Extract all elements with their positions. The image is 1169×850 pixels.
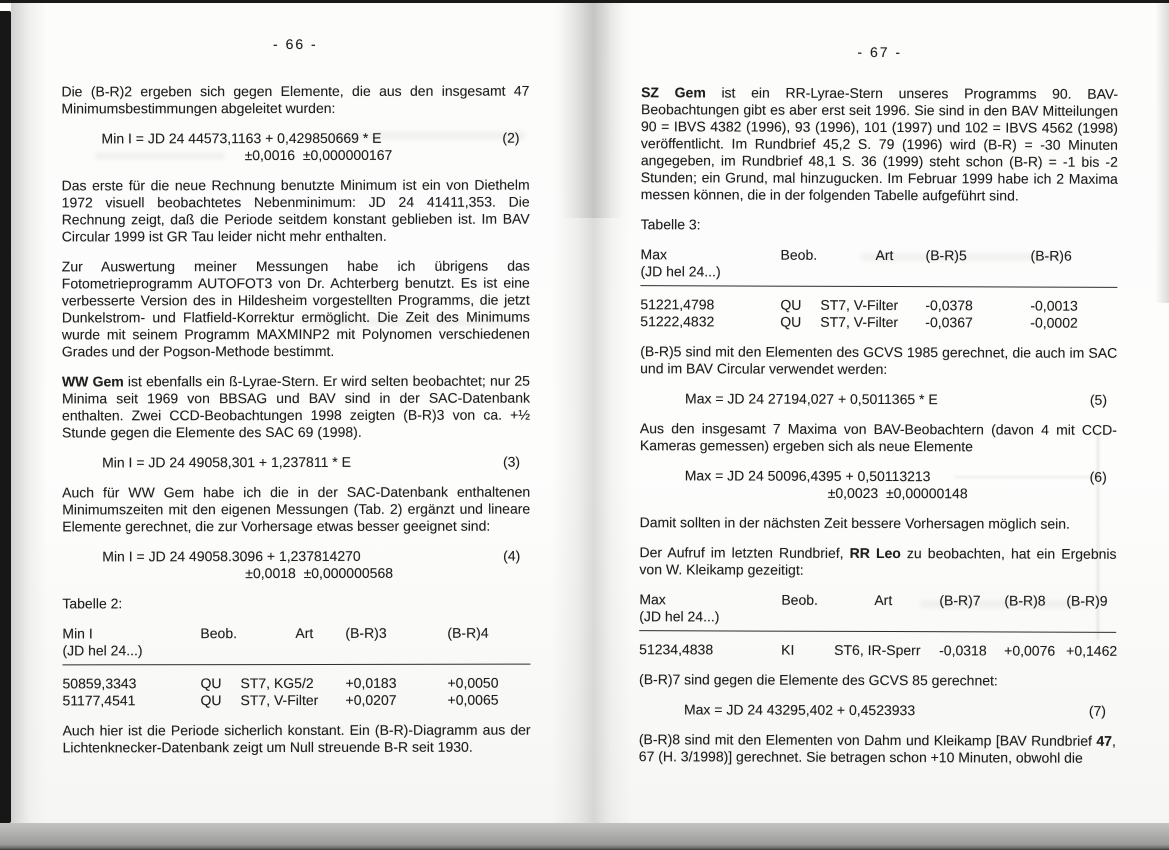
table-2-row	[63, 692, 531, 710]
equation-5-number: (5)	[1089, 391, 1108, 408]
table-cell: 51222,4832	[640, 313, 715, 330]
table-rr-leo-col-header: (B-R)7	[939, 592, 981, 609]
equation-3-number: (3)	[502, 453, 521, 470]
table-cell: ST6, IR-Sperr	[834, 641, 921, 659]
paragraph-periode-konstant: Auch hier ist die Periode sicherlich konstant. Ein (B-R)-Diagramm aus der Lichtenknecker-Datenbank zeigt um Null streuende B-R seit 1930.	[62, 721, 531, 756]
table-cell: QU	[200, 675, 222, 692]
equation-6-errors: ±0,0023 ±0,00000148	[827, 484, 968, 502]
paragraph-rr-leo: Der Aufruf im letzten Rundbrief, RR Leo zu beobachten, hat ein Ergebnis von W. Kleikamp gezeitigt:	[639, 544, 1117, 578]
table-2-header-row2	[62, 642, 530, 660]
table-3-header-row	[641, 246, 1118, 265]
equation-2-errors: ±0,0016 ±0,000000167	[244, 146, 393, 164]
equation-3-formula-line	[62, 454, 530, 472]
table-cell: QU	[780, 313, 802, 330]
table-cell: 51177,4541	[62, 692, 136, 709]
page-67	[639, 43, 1119, 780]
paragraph-br7-gcvs85: (B-R)7 sind gegen die Elemente des GCVS 85 gerechnet:	[639, 671, 998, 689]
table-rr-leo-col-header: Max	[639, 591, 666, 608]
page-edge-shadow-right	[1153, 3, 1169, 303]
table-3-row	[640, 296, 1117, 315]
table-3-row	[640, 313, 1117, 332]
table-3-col-header: Beob.	[780, 246, 818, 263]
table-cell: -0,0013	[1030, 297, 1078, 314]
paragraph-sz-gem: SZ Gem ist ein RR-Lyrae-Stern unseres Programms 90. BAV-Beobachtungen gibt es aber erst seit 1996. Sie sind in den BAV Mitteilungen 90 = IBVS 4382 (1996), 93 (1996), 101 (1997) und 102 = IBVS 4562 (1998) veröffentlicht. Im Rundbrief 45,2 S. 79 (1996) wird (B-R) = -30 Minuten angegeben, im Rundbrief 48,1 S. 36 (1999) steht schon (B-R) = -1 bis -2 Stunden; ein Grund, mal hinzugucken. Im Februar 1999 habe ich 2 Maxima messen können, die in der folgenden Tabelle aufgeführt sind.	[640, 84, 1119, 204]
table-cell: 50859,3343	[62, 675, 137, 692]
table-2-col-header: (B-R)3	[345, 624, 387, 641]
table-2-rule	[62, 664, 530, 666]
equation-6-number: (6)	[1089, 468, 1107, 485]
table-rr-leo-row	[639, 641, 1116, 660]
table-2-label: Tabelle 2:	[62, 595, 123, 612]
equation-2-formula-line	[62, 130, 530, 148]
table-rr-leo-col-header: Beob.	[781, 591, 818, 608]
table-rr-leo-header-row2	[639, 608, 1116, 627]
table-cell: ST7, KG5/2	[240, 674, 314, 692]
table-3-col-header: Art	[875, 246, 894, 264]
table-cell: QU	[780, 296, 802, 313]
paragraph-autofot3: Zur Auswertung meiner Messungen habe ich übrigens das Fotometrieprogramm AUTOFOT3 von Dr. Achterberg benutzt. Es ist eine verbesserte Version des in Hildesheim vorgestellten Programms, die jetzt Dunkelstrom- und Flatfield-Korrektur ermöglicht. Die Zeit des Minimums wurde mit seinem Programm MAXMINP2 mit Polynomen verschiedenen Grades und der Pogson-Methode bestimmt.	[61, 257, 530, 360]
book-gutter-shadow	[552, 3, 632, 823]
table-cell: ST7, V-Filter	[820, 296, 899, 314]
equation-7	[639, 701, 1116, 720]
equation-5	[640, 390, 1117, 409]
page-edge-shadow-left	[11, 3, 47, 823]
table-2	[62, 625, 530, 710]
equation-4-formula-line	[62, 548, 530, 566]
table-rr-leo-col-header: (JD hel 24...)	[639, 608, 720, 625]
table-cell: +0,1462	[1066, 642, 1118, 659]
table-cell: +0,0207	[345, 691, 397, 708]
table-3-col-header: (B-R)5	[925, 247, 967, 264]
table-2-col-header: Beob.	[200, 625, 238, 642]
table-3-col-header: (JD hel 24...)	[640, 263, 721, 280]
page-number-67: - 67 -	[857, 43, 903, 61]
table-2-col-header: (B-R)4	[447, 624, 489, 641]
equation-7-formula: Max = JD 24 43295,402 + 0,4523933	[683, 701, 916, 719]
equation-2-number: (2)	[502, 129, 520, 146]
equation-5-formula-line	[640, 390, 1117, 409]
table-3-col-header: Max	[640, 246, 668, 263]
paragraph-sac-datenbank: Auch für WW Gem habe ich die in der SAC-Datenbank enthaltenen Minimumszeiten mit den eigenen Messungen (Tab. 2) ergänzt und lineare Elemente gerechnet, die zur Vorhersage etwas besser geeignet sind:	[62, 483, 531, 535]
equation-2	[62, 130, 530, 165]
table-rr-leo-col-header: (B-R)9	[1066, 592, 1108, 609]
equation-7-number: (7)	[1088, 702, 1106, 719]
table-cell: 51221,4798	[640, 296, 715, 313]
table-cell: +0,0065	[447, 691, 499, 708]
scanner-bed-bottom-band	[0, 823, 1169, 850]
paragraph-br8-dahm-kleikamp: (B-R)8 sind mit den Elementen von Dahm und Kleikamp [BAV Rundbrief 47, 67 (H. 3/1998)] gerechnet. Sie betragen schon +10 Minuten, obwohl die	[638, 731, 1116, 766]
table-rr-leo	[639, 591, 1116, 660]
equation-6-formula-line	[640, 467, 1117, 486]
table-3-header-row2	[640, 263, 1117, 282]
table-2-header-row	[62, 625, 530, 643]
table-rr-leo-rule	[639, 630, 1116, 633]
paragraph-vorhersagen: Damit sollten in der nächsten Zeit bessere Vorhersagen möglich sein.	[639, 514, 1070, 532]
equation-4-number: (4)	[503, 547, 521, 564]
table-2-col-header: (JD hel 24...)	[62, 642, 143, 659]
table-3-rule	[640, 285, 1117, 288]
equation-3-formula: Min I = JD 24 49058,301 + 1,237811 * E	[102, 453, 351, 471]
table-cell: -0,0367	[925, 314, 973, 331]
equation-3	[62, 454, 530, 472]
table-cell: -0,0378	[925, 297, 973, 314]
equation-4-formula: Min I = JD 24 49058.3096 + 1,237814270	[102, 547, 361, 565]
table-cell: 51234,4838	[639, 641, 714, 658]
paragraph-br2-intro: Die (B-R)2 ergeben sich gegen Elemente, die aus den insgesamt 47 Minimumsbestimmungen abgeleitet wurden:	[61, 82, 530, 117]
table-cell: KI	[781, 641, 795, 658]
table-cell: -0,0002	[1030, 314, 1078, 331]
equation-2-formula: Min I = JD 24 44573,1163 + 0,429850669 * E	[101, 129, 382, 147]
table-rr-leo-col-header: Art	[874, 591, 893, 609]
equation-4	[62, 548, 530, 583]
table-2-col-header: Min I	[62, 625, 93, 642]
paragraph-diethelm: Das erste für die neue Rechnung benutzte Minimum ist ein von Diethelm 1972 visuell beobachtetes Nebenminimum: JD 24 41411,353. Die Rechnung zeigt, daß die Periode seitdem konstant geblieben ist. Im BAV Circular 1999 ist GR Tau leider nicht mehr enthalten.	[61, 176, 530, 245]
page-number-66: - 66 -	[273, 35, 318, 53]
table-cell: +0,0050	[447, 674, 499, 691]
table-cell: ST7, V-Filter	[820, 313, 899, 331]
page-66	[61, 36, 530, 770]
table-3	[640, 246, 1117, 332]
table-3-label: Tabelle 3:	[640, 216, 701, 233]
equation-7-formula-line	[639, 701, 1116, 720]
equation-6	[640, 467, 1117, 503]
table-rr-leo-col-header: (B-R)8	[1004, 592, 1046, 609]
paragraph-ww-gem: WW Gem ist ebenfalls ein ß-Lyrae-Stern. Er wird selten beobachtet; nur 25 Minima seit 1969 von BBSAG und BAV sind in der SAC-Datenbank enthalten. Zwei CCD-Beobachtungen 1998 zeigten (B-R)3 von ca. +½ Stunde gegen die Elemente des SAC 69 (1998).	[61, 372, 531, 441]
equation-5-formula: Max = JD 24 27194,027 + 0,5011365 * E	[685, 390, 938, 408]
table-3-col-header: (B-R)6	[1030, 247, 1072, 264]
equation-6-formula: Max = JD 24 50096,4395 + 0,50113213	[684, 467, 931, 485]
table-cell: +0,0076	[1004, 642, 1056, 659]
table-rr-leo-header-row	[639, 591, 1116, 610]
equation-4-errors: ±0,0018 ±0,000000568	[245, 564, 394, 582]
table-cell: ST7, V-Filter	[240, 691, 319, 709]
table-2-col-header: Art	[295, 624, 314, 642]
table-cell: -0,0318	[939, 642, 987, 659]
table-cell: +0,0183	[345, 674, 397, 691]
table-2-row	[62, 675, 530, 693]
scan-edge-left	[0, 11, 11, 823]
paragraph-7-maxima: Aus den insgesamt 7 Maxima von BAV-Beobachtern (davon 4 mit CCD-Kameras gemessen) ergeben sich als neue Elemente	[639, 420, 1117, 455]
table-cell: QU	[200, 692, 222, 709]
paragraph-br5-gcvs: (B-R)5 sind mit den Elementen des GCVS 1985 gerechnet, die auch im SAC und im BAV Circular verwendet werden:	[640, 343, 1118, 378]
